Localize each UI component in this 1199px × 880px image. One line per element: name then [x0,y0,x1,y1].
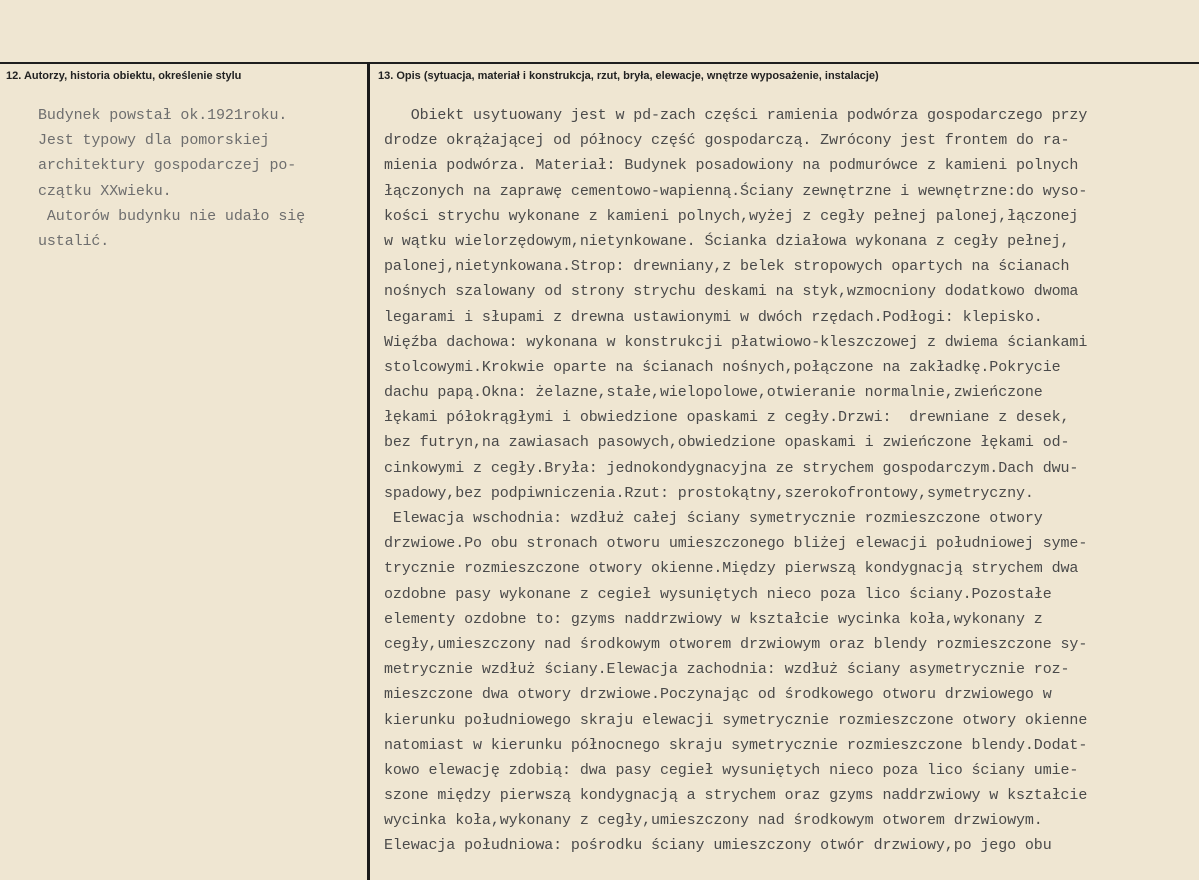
text-line: architektury gospodarczej po- [38,157,297,175]
text-line: bez futryn,na zawiasach pasowych,obwiedzione opaskami i zwieńczone łękami od- [384,434,1070,452]
text-line: szone między pierwszą kondygnacją a strychem oraz gzyms naddrzwiowy w kształcie [384,787,1088,805]
text-line: Więźba dachowa: wykonana w konstrukcji płatwiowo-kleszczowej z dwiema ściankami [384,333,1088,351]
text-line: legarami i słupami z drewna ustawionymi w dwóch rzędach.Podłogi: klepisko. [384,308,1043,326]
text-line: Obiekt usytuowany jest w pd-zach części ramienia podwórza gospodarczego przy [384,107,1088,124]
text-line: palonej,nietynkowana.Strop: drewniany,z belek stropowych opartych na ścianach [384,258,1070,276]
form-top-rule [0,62,1199,64]
text-line: wycinka koła,wykonany z cegły,umieszczony nad środkowym otworem drzwiowym. [384,812,1043,830]
text-line: Elewacja południowa: pośrodku ściany umieszczony otwór drzwiowy,po jego obu [384,837,1052,855]
text-line: mieszczone dwa otwory drzwiowe.Poczynając od środkowego otworu drzwiowego w [384,686,1052,704]
text-line: cinkowymi z cegły.Bryła: jednokondygnacyjna ze strychem gospodarczym.Dach dwu- [384,459,1079,477]
text-line: elementy ozdobne to: gzyms naddrzwiowy w kształcie wycinka koła,wykonany z [384,610,1043,628]
text-line: cegły,umieszczony nad środkowym otworem drzwiowym oraz blendy rozmieszczone sy- [384,635,1088,653]
text-line: czątku XXwieku. [38,182,172,200]
section-13-text [384,103,1194,859]
text-line: w wątku wielorzędowym,nietynkowane. Ścianka działowa wykonana z cegły pełnej, [384,232,1070,250]
text-line: kowo elewację zdobią: dwa pasy cegieł wysuniętych nieco poza lico ściany umie- [384,761,1079,779]
text-line: łękami półokrągłymi i obwiedzione opaskami z cegły.Drzwi: drewniane z desek, [384,409,1070,427]
text-line: drzwiowe.Po obu stronach otworu umieszczonego bliżej elewacji południowej syme- [384,535,1088,553]
text-line: metrycznie wzdłuż ściany.Elewacja zachodnia: wzdłuż ściany asymetrycznie roz- [384,661,1070,679]
section-12-text [38,103,358,254]
text-line: stolcowymi.Krokwie oparte na ścianach nośnych,połączone na zakładkę.Pokrycie [384,358,1061,376]
text-line: mienia podwórza. Materiał: Budynek posadowiony na podmurówce z kamieni polnych [384,157,1079,175]
text-line: natomiast w kierunku północnego skraju symetrycznie rozmieszczone blendy.Dodat- [384,736,1088,754]
text-line: dachu papą.Okna: żelazne,stałe,wielopolowe,otwieranie normalnie,zwieńczone [384,384,1043,402]
text-line: kierunku południowego skraju elewacji symetrycznie rozmieszczone otwory okienne [384,711,1088,729]
text-line: Jest typowy dla pomorskiej [38,132,270,150]
text-line: łączonych na zaprawę cementowo-wapienną.Ściany zewnętrzne i wewnętrzne:do wyso- [384,182,1088,200]
text-line: Budynek powstał ok.1921roku. [38,107,288,124]
section-12-header: 12. Autorzy, historia obiektu, określenie stylu [6,70,242,82]
column-divider [367,62,370,880]
text-line: kości strychu wykonane z kamieni polnych,wyżej z cegły pełnej palonej,łączonej [384,207,1079,225]
text-line: drodze okrążającej od północy część gospodarczą. Zwrócony jest frontem do ra- [384,132,1070,150]
text-line: spadowy,bez podpiwniczenia.Rzut: prostokątny,szerokofrontowy,symetryczny. [384,484,1034,502]
text-line: Autorów budynku nie udało się [38,207,306,225]
section-13-header: 13. Opis (sytuacja, materiał i konstrukcja, rzut, bryła, elewacje, wnętrze wyposażenie, instalacje) [378,70,879,82]
text-line: Elewacja wschodnia: wzdłuż całej ściany symetrycznie rozmieszczone otwory [384,510,1043,527]
text-line: nośnych szalowany od strony strychu deskami na styk,wzmocniony dodatkowo dwoma [384,283,1079,301]
text-line: ozdobne pasy wykonane z cegieł wysuniętych nieco poza lico ściany.Pozostałe [384,585,1052,603]
text-line: ustalić. [38,232,110,250]
text-line: trycznie rozmieszczone otwory okienne.Między pierwszą kondygnacją strychem dwa [384,560,1079,578]
